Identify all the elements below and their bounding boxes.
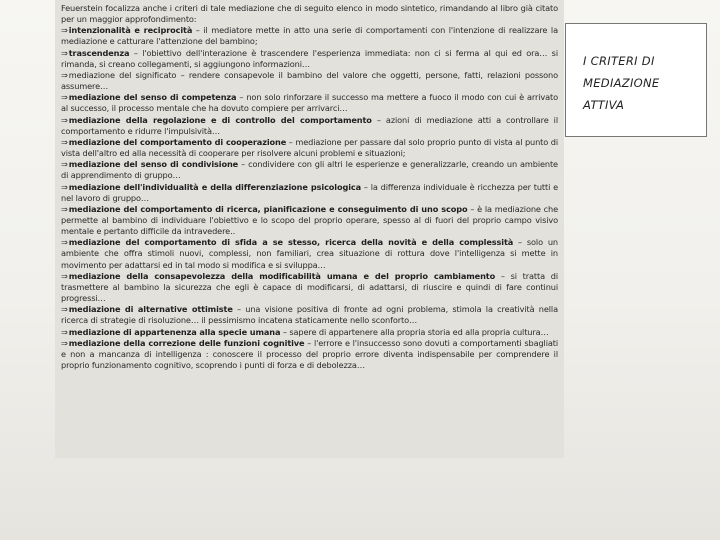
criterion-text: sapere di appartenere alla propria storia ed alla propria cultura…: [289, 326, 549, 337]
criterion-separator: –: [236, 92, 247, 103]
criterion-item: [61, 327, 558, 338]
arrow-icon: ⇒: [61, 337, 68, 348]
criterion-title: mediazione del senso di competenza: [68, 92, 237, 103]
criterion-text: non solo rinforzare il successo ma mettere a fuoco il modo con cui è arrivato al successo, il processo mentale che ha dovuto compiere per arrivarci…: [61, 92, 558, 114]
criterion-title: mediazione del significato: [68, 69, 177, 80]
criterion-separator: –: [232, 304, 246, 315]
criterion-separator: –: [371, 114, 386, 125]
arrow-icon: ⇒: [61, 25, 68, 36]
criterion-text: azioni di mediazione atti a controllare il comportamento e ridurre l'impulsività…: [61, 114, 558, 136]
criterion-text: è la mediazione che permette al bambino di individuare l'obiettivo e lo scopo del proprio operare, spesso al di fuori del proprio campo visivo mentale e pertanto difficile da intravedere..: [61, 203, 558, 237]
criterion-title: mediazione del comportamento di ricerca, pianificazione e conseguimento di uno scopo: [68, 203, 468, 214]
arrow-icon: ⇒: [61, 159, 68, 170]
criterion-text: l'errore e l'insuccesso sono dovuti a comportamenti sbagliati e non a mancanza di intelligenza : conoscere il processo del proprio errore diventa indispensabile per comprendere il proprio funzionamento cognitivo, scoprendo i punti di forza e di debolezza…: [61, 337, 558, 370]
criterion-text: mediazione per passare dal solo proprio punto di vista al punto di vista dell'altro ed alla necessità di cooperare per risolvere alcuni problemi e situazioni;: [61, 136, 558, 159]
intro-paragraph: Feuerstein focalizza anche i criteri di tale mediazione che di seguito elenco in modo sintetico, rimandando al libro già citato per un maggior approfondimento:: [61, 3, 558, 25]
criterion-title: mediazione del senso di condivisione: [68, 159, 239, 170]
title-line-2: MEDIAZIONE: [583, 76, 660, 90]
criterion-separator: –: [238, 159, 249, 170]
title-line-3: ATTIVA: [583, 98, 625, 112]
title-line-1: I CRITERI DI: [583, 54, 655, 68]
arrow-icon: ⇒: [61, 47, 68, 58]
arrow-icon: ⇒: [61, 181, 68, 192]
criterion-item: [61, 304, 558, 326]
criterion-item: [61, 48, 558, 70]
criterion-title: mediazione della consapevolezza della modificabilità umana e del proprio cambiamento: [68, 270, 496, 281]
criteria-list: [61, 25, 558, 371]
criterion-title: mediazione della correzione delle funzioni cognitive: [68, 337, 305, 348]
criterion-item: [61, 338, 558, 371]
arrow-icon: ⇒: [61, 69, 68, 80]
criterion-item: [61, 159, 558, 181]
criterion-item: [61, 182, 558, 204]
title-box: [565, 23, 707, 137]
criterion-text: la differenza individuale è ricchezza per tutti e nel lavoro di gruppo…: [61, 181, 558, 203]
arrow-icon: ⇒: [61, 237, 68, 248]
arrow-icon: ⇒: [61, 114, 68, 125]
criterion-title: trascendenza: [68, 47, 130, 58]
criterion-text: solo un ambiente che offra stimoli nuovi, complessi, non familiari, crea situazione di rottura dove l'intelligenza si mette in movimento per adattarsi ed in tal modo si modifica e si sviluppa…: [61, 237, 558, 270]
criterion-title: mediazione della regolazione e di controllo del comportamento: [68, 114, 372, 125]
criterion-separator: –: [192, 25, 204, 36]
criterion-separator: –: [495, 270, 511, 281]
criterion-separator: –: [129, 47, 143, 58]
criterion-text: una visione positiva di fronte ad ogni problema, stimola la creatività nella ricerca di strategie di risoluzione… il pessimismo incatena staticamente nello sconforto…: [61, 304, 558, 326]
criterion-item: [61, 25, 558, 47]
criterion-item: [61, 92, 558, 114]
criterion-title: mediazione di appartenenza alla specie umana: [68, 326, 281, 337]
criterion-title: mediazione dell'individualità e della differenziazione psicologica: [68, 181, 362, 192]
arrow-icon: ⇒: [61, 136, 68, 147]
criterion-text: il mediatore mette in atto una serie di comportamenti con l'intenzione di realizzare la mediazione e catturare l'attenzione del bambino;: [61, 25, 558, 47]
arrow-icon: ⇒: [61, 304, 68, 315]
criterion-item: [61, 204, 558, 237]
criterion-text: l'obiettivo dell'interazione è trascendere l'esperienza immediata: non ci si ferma al qui ed ora… si rimanda, si creano collegamenti, si aggiungono informazioni…: [61, 47, 558, 69]
criterion-item: [61, 237, 558, 270]
criterion-item: [61, 115, 558, 137]
arrow-icon: ⇒: [61, 270, 68, 281]
criterion-separator: –: [361, 181, 371, 192]
text-panel: [55, 0, 564, 458]
criterion-title: mediazione del comportamento di cooperazione: [68, 136, 287, 147]
criterion-separator: –: [176, 69, 189, 80]
arrow-icon: ⇒: [61, 326, 68, 337]
criterion-item: [61, 137, 558, 159]
criterion-title: mediazione di alternative ottimiste: [68, 304, 233, 315]
criterion-separator: –: [513, 237, 527, 248]
criterion-item: [61, 271, 558, 304]
criterion-separator: –: [280, 326, 290, 337]
criterion-separator: –: [304, 337, 314, 348]
criterion-separator: –: [467, 203, 478, 214]
criterion-text: rendere consapevole il bambino del valore che oggetti, persone, fatti, relazioni possono assumere…: [61, 69, 558, 92]
criterion-text: si tratta di trasmettere al bambino la sicurezza che egli è capace di modificarsi, di adattarsi, di riuscire e quindi di fare continui progressi…: [61, 270, 558, 304]
criterion-title: intenzionalità e reciprocità: [68, 25, 193, 36]
arrow-icon: ⇒: [61, 92, 68, 103]
criterion-item: [61, 70, 558, 92]
criterion-separator: –: [286, 136, 296, 147]
criterion-text: condividere con gli altri le esperienze e generalizzarle, creando un ambiente di apprendimento di gruppo…: [61, 159, 558, 181]
criterion-title: mediazione del comportamento di sfida a se stesso, ricerca della novità e della complessità: [68, 237, 514, 248]
arrow-icon: ⇒: [61, 203, 68, 214]
